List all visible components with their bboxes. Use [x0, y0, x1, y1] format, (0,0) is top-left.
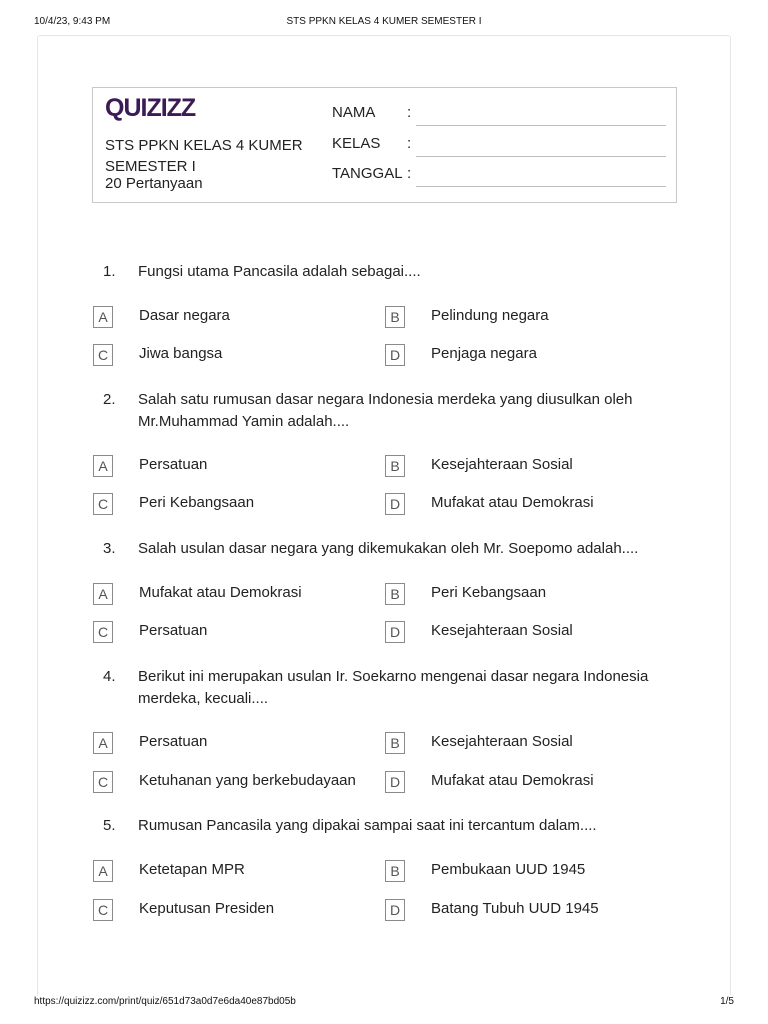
option-text: Peri Kebangsaan: [431, 584, 547, 601]
option-text: Mufakat atau Demokrasi: [431, 772, 594, 789]
option-letter-box[interactable]: A: [93, 732, 113, 754]
question-text: Rumusan Pancasila yang dipakai sampai saat ini tercantum dalam....: [138, 817, 597, 834]
option-letter-box[interactable]: D: [385, 621, 405, 643]
option-text: Kesejahteraan Sosial: [431, 456, 573, 473]
question-text: Berikut ini merupakan usulan Ir. Soekarno mengenai dasar negara Indonesia merdeka, kecuali....: [138, 668, 649, 707]
option-letter-box[interactable]: C: [93, 771, 113, 793]
option-text: Ketetapan MPR: [139, 861, 245, 878]
option-text: Pembukaan UUD 1945: [431, 861, 586, 878]
option-text: Penjaga negara: [431, 345, 537, 362]
option-text: Pelindung negara: [431, 307, 549, 324]
date-field[interactable]: [332, 165, 672, 187]
option-text: Batang Tubuh UUD 1945: [431, 900, 599, 917]
option-text: Ketuhanan yang berkebudayaan: [139, 772, 356, 789]
date-colon: :: [407, 165, 412, 182]
date-line[interactable]: [416, 186, 666, 187]
option-letter-box[interactable]: D: [385, 899, 405, 921]
option-letter-box[interactable]: D: [385, 771, 405, 793]
question-number: 2.: [103, 391, 116, 408]
class-field[interactable]: [332, 135, 672, 157]
print-footer-page: 1/5: [720, 996, 734, 1007]
question-count: 20 Pertanyaan: [105, 175, 203, 192]
option-letter-box[interactable]: B: [385, 860, 405, 882]
option-text: Keputusan Presiden: [139, 900, 275, 917]
option-letter-box[interactable]: B: [385, 583, 405, 605]
class-line[interactable]: [416, 156, 666, 157]
option-text: Kesejahteraan Sosial: [431, 733, 573, 750]
name-line[interactable]: [416, 125, 666, 126]
date-label: TANGGAL: [332, 165, 403, 182]
option-letter-box[interactable]: B: [385, 306, 405, 328]
option-letter-box[interactable]: A: [93, 306, 113, 328]
print-footer-url[interactable]: https://quizizz.com/print/quiz/651d73a0d7e6da40e87bd05b: [34, 996, 296, 1007]
question-number: 4.: [103, 668, 116, 685]
name-field[interactable]: [332, 104, 672, 126]
class-colon: :: [407, 135, 412, 152]
option-letter-box[interactable]: C: [93, 621, 113, 643]
question-number: 1.: [103, 263, 116, 280]
option-letter-box[interactable]: D: [385, 344, 405, 366]
quizizz-logo: QUIZIZZ: [105, 94, 196, 122]
question-text: Salah satu rumusan dasar negara Indonesia merdeka yang diusulkan oleh Mr.Muhammad Yamin adalah....: [138, 391, 633, 430]
print-header-datetime: 10/4/23, 9:43 PM: [34, 16, 111, 27]
option-text: Persatuan: [139, 622, 208, 639]
option-letter-box[interactable]: A: [93, 455, 113, 477]
question-number: 3.: [103, 540, 116, 557]
name-colon: :: [407, 104, 412, 121]
option-text: Persatuan: [139, 733, 208, 750]
question-text: Fungsi utama Pancasila adalah sebagai....: [138, 263, 421, 280]
option-text: Jiwa bangsa: [139, 345, 223, 362]
option-text: Mufakat atau Demokrasi: [139, 584, 302, 601]
option-text: Mufakat atau Demokrasi: [431, 494, 594, 511]
class-label: KELAS: [332, 135, 381, 152]
option-letter-box[interactable]: A: [93, 583, 113, 605]
option-letter-box[interactable]: B: [385, 455, 405, 477]
option-text: Dasar negara: [139, 307, 230, 324]
question-text: Salah usulan dasar negara yang dikemukakan oleh Mr. Soepomo adalah....: [138, 540, 639, 557]
quiz-title: STS PPKN KELAS 4 KUMER SEMESTER I: [105, 137, 303, 175]
option-letter-box[interactable]: C: [93, 344, 113, 366]
option-letter-box[interactable]: C: [93, 493, 113, 515]
quiz-info-box: [92, 87, 677, 203]
option-letter-box[interactable]: A: [93, 860, 113, 882]
option-text: Peri Kebangsaan: [139, 494, 255, 511]
option-letter-box[interactable]: C: [93, 899, 113, 921]
question-number: 5.: [103, 817, 116, 834]
option-letter-box[interactable]: D: [385, 493, 405, 515]
option-text: Kesejahteraan Sosial: [431, 622, 573, 639]
name-label: NAMA: [332, 104, 376, 121]
option-letter-box[interactable]: B: [385, 732, 405, 754]
option-text: Persatuan: [139, 456, 208, 473]
print-header-title: STS PPKN KELAS 4 KUMER SEMESTER I: [286, 16, 482, 27]
